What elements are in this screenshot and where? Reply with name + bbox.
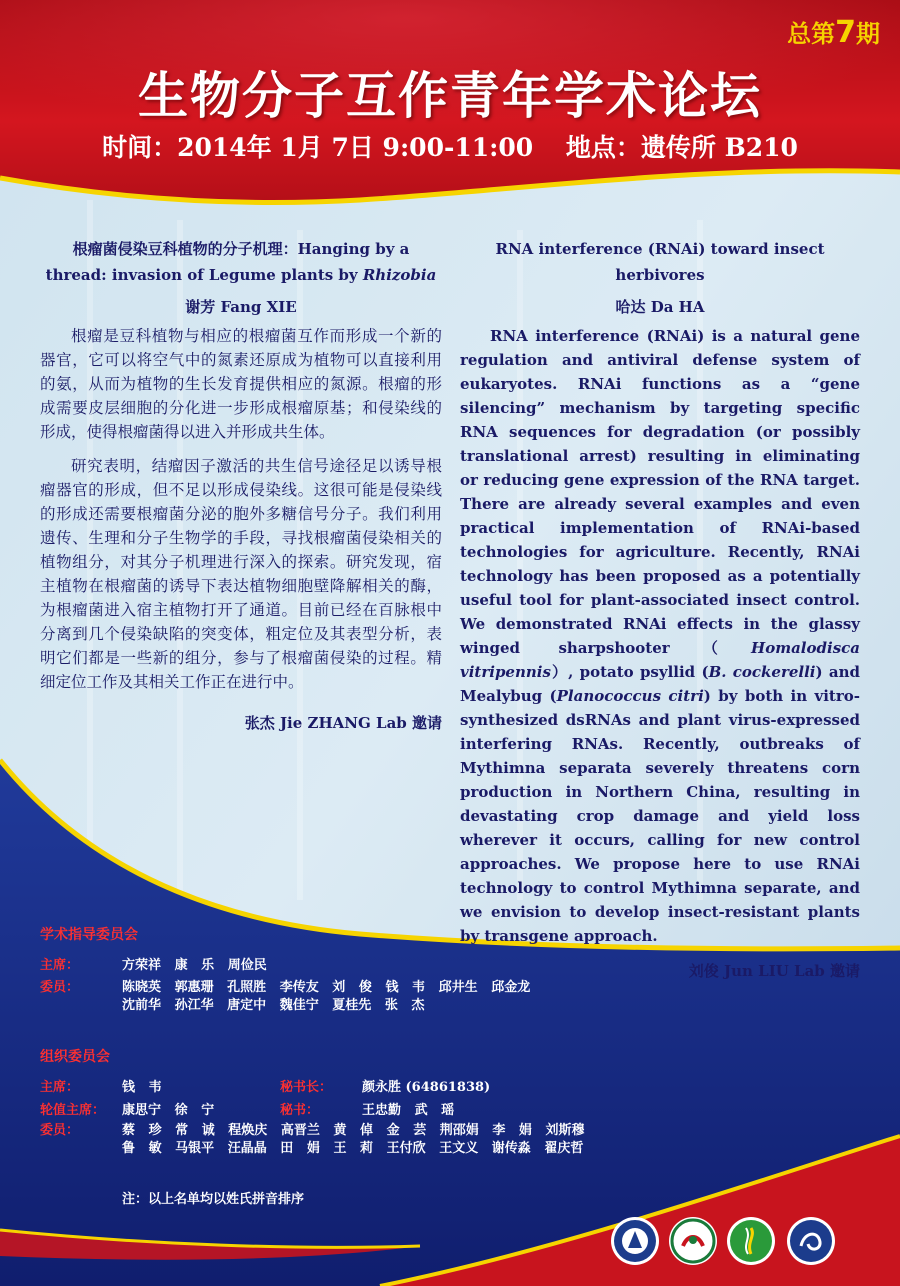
organizing-members-line: 鲁 敏 马银平 汪晶晶 田 娟 王 莉 王付欣 王文义 谢传淼 翟庆哲: [122, 1141, 584, 1156]
organizing-members-line: 蔡 珍 常 诚 程焕庆 高晋兰 黄 倬 金 芸 荆邵娟 李 娟 刘斯穆: [122, 1123, 585, 1138]
right-talk-inviter: 刘俊 Jun LIU Lab 邀请: [688, 962, 860, 980]
rotating-chair-label: 轮值主席：: [40, 1103, 106, 1118]
secretary-general-names: 颜永胜 (64861838): [362, 1080, 491, 1095]
institute-logo-4: [786, 1216, 836, 1266]
secretary-names: 王忠勤 武 瑶: [362, 1103, 455, 1118]
academic-chair-names: 方荣祥 康 乐 周俭民: [122, 958, 267, 973]
left-talk-paragraph: 研究表明，结瘤因子激活的共生信号途径足以诱导根瘤器官的形成，但不足以形成侵染线。这很可能是侵染线的形成还需要根瘤菌分泌的胞外多糖信号分子。我们利用遗传、生理和分子生物学的手段，寻找根瘤菌侵染相关的植物组分，对其分子机理进行深入的探索。研究发现，宿主植物在根瘤菌的诱导下表达植物细胞壁降解相关的酶，为根瘤菌进入宿主植物打开了通道。目前已经在百脉根中分离到几个侵染缺陷的突变体，粗定位及其表型分析，表明它们都是一些新的组分，参与了根瘤菌侵染的过程。精细定位工作及其相关工作正在进行中。: [40, 457, 442, 691]
organizing-chair-label: 主席：: [40, 1080, 80, 1095]
academic-committee: [40, 924, 138, 944]
organizing-chair-names: 钱 韦: [122, 1080, 162, 1095]
left-talk-title: 根瘤菌侵染豆科植物的分子机理：Hanging by a thread: invasion of Legume plants by Rhizobia: [45, 240, 437, 284]
rotating-chair-names: 康思宁 徐 宁: [122, 1103, 215, 1118]
poster-title: 生物分子互作青年学术论坛: [138, 67, 762, 125]
right-talk: [460, 236, 860, 981]
event-place: 地点：遗传所 B210: [565, 133, 798, 162]
academic-members-label: 委员：: [40, 980, 80, 995]
organizing-committee-heading: 组织委员会: [40, 1049, 110, 1065]
institute-logo-2: [668, 1216, 718, 1266]
academic-committee-heading: 学术指导委员会: [40, 927, 138, 943]
secretary-general-label: 秘书长：: [280, 1080, 333, 1095]
academic-members-line: 沈前华 孙江华 唐定中 魏佳宁 夏桂先 张 杰: [122, 998, 425, 1013]
right-talk-speaker: 哈达 Da HA: [615, 298, 705, 316]
institute-logo-1: [610, 1216, 660, 1266]
organizing-committee: [40, 1046, 110, 1066]
left-talk: [40, 236, 442, 733]
left-talk-speaker: 谢芳 Fang XIE: [185, 298, 297, 316]
academic-chair-label: 主席：: [40, 958, 80, 973]
left-talk-paragraph: 根瘤是豆科植物与相应的根瘤菌互作而形成一个新的器官，它可以将空气中的氮素还原成为植物可以直接利用的氨，从而为植物的生长发育提供相应的氮源。根瘤的形成需要皮层细胞的分化进一步形成根瘤原基；和侵染线的形成，使得根瘤菌得以进入并形成共生体。: [40, 327, 442, 441]
organizing-members-label: 委员：: [40, 1123, 80, 1138]
left-talk-inviter: 张杰 Jie ZHANG Lab 邀请: [244, 714, 442, 732]
event-time: 时间：2014年 1月 7日 9:00-11:00: [102, 133, 534, 162]
secretary-label: 秘书：: [280, 1103, 320, 1118]
academic-members-line: 陈晓英 郭惠珊 孔照胜 李传友 刘 俊 钱 韦 邱井生 邱金龙: [122, 980, 531, 995]
issue-number: 总第7期: [787, 15, 880, 50]
footer-note: 注：以上名单均以姓氏拼音排序: [122, 1192, 305, 1207]
institute-logo-3: [726, 1216, 776, 1266]
right-talk-abstract: RNA interference (RNAi) is a natural gene regulation and antiviral defense system of eukaryotes. RNAi functions as a “gene silencing” mechanism by targeting specific RNA sequences for degradation (or possibly translational arrest) resulting in eliminating or reducing gene expression of the RNA target. There are already several examples and even practical implementation of RNAi-based technologies for agriculture. Recently, RNAi technology has been proposed as a potentially useful tool for plant-associated insect control. We demonstrated RNAi effects in the glassy winged sharpshooter（Homalodisca vitripennis）, potato psyllid (B. cockerelli) and Mealybug (Planococcus citri) by both in vitro-synthesized dsRNAs and plant virus-expressed interfering RNAs. Recently, outbreaks of Mythimna separata severely threatens corn production in Northern China, resulting in devastating crop damage and yield loss wherever it occurs, calling for new control approaches. We propose here to use RNAi technology to control Mythimna separate, and we envision to develop insect-resistant plants by transgene approach.: [460, 327, 860, 945]
right-talk-title: RNA interference (RNAi) toward insect herbivores: [495, 240, 825, 284]
event-time-place: [0, 128, 900, 164]
